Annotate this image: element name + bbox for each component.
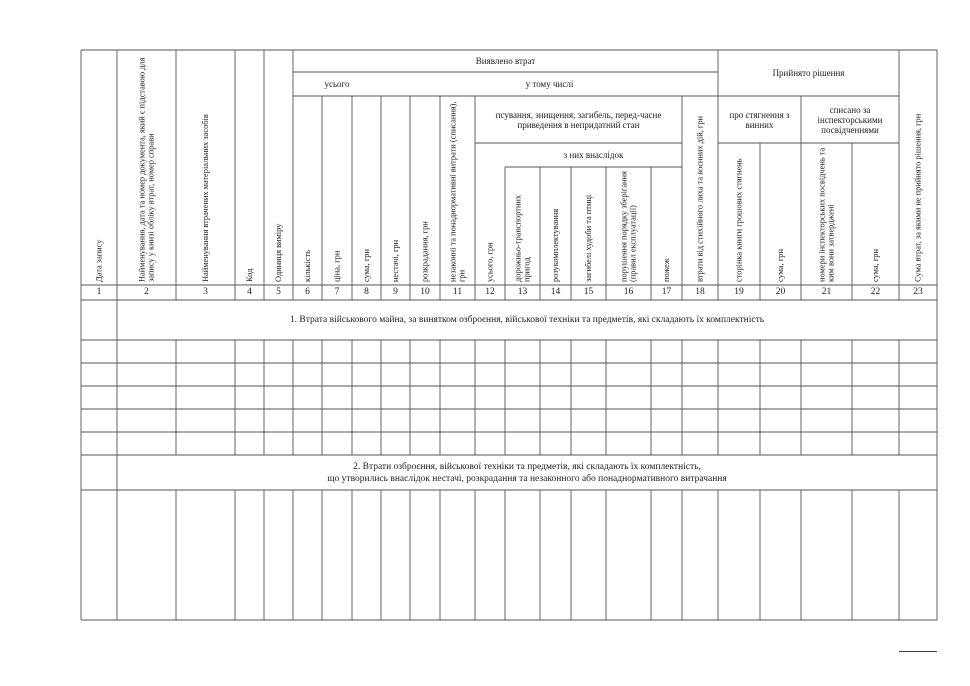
header-identified-losses: Виявлено втрат (475, 56, 536, 66)
column-label-12: усього, грн (485, 242, 495, 282)
header-decision-taken: Прийнято рішення (772, 68, 845, 78)
section-2-line-1: 2. Втрати озброєння, військової техніки та предметів, які складають їх комплектність, (353, 461, 701, 472)
section-2-title (117, 455, 937, 490)
column-number-21: 21 (821, 287, 832, 297)
column-number-11: 11 (452, 287, 463, 297)
column-label-9: нестачі, грн (391, 239, 400, 282)
header-written-off: списано за інспекторськими посвідченнями (817, 104, 883, 135)
column-label-1: Дата запису (94, 239, 104, 282)
column-number-23: 23 (913, 287, 923, 297)
column-label-19: сторінка книги грошових стягнень (734, 158, 744, 282)
section-1-title: 1. Втрата військового майна, за винятком озброєння, військової техніки та предметів, які складають їх комплектність (289, 315, 765, 325)
column-label-4: Код (245, 268, 254, 282)
column-label-2: Найменування, дата та номер документа, який є підставою для запису у книзі обліку втрат, номер справи (137, 57, 156, 282)
header-recovery: про стягнення з винних (729, 109, 790, 130)
column-label-13: дорожньо-транспортних пригод (513, 194, 532, 282)
column-label-15: загибелі худоби та птиці (584, 194, 593, 282)
column-number-8: 8 (364, 287, 369, 297)
header-including: у тому числі (525, 79, 574, 89)
column-number-18: 18 (695, 287, 705, 297)
column-number-13: 13 (517, 287, 528, 297)
column-label-7: ціна, грн (332, 250, 342, 282)
column-number-12: 12 (485, 287, 495, 297)
header-total: усього (324, 79, 350, 89)
column-label-11: незаконні та понаднормативні витрати (списання), грн (448, 101, 467, 282)
column-label-22: сума, грн (871, 249, 880, 282)
column-number-16: 16 (623, 287, 634, 297)
column-label-18: втрати від стихійного лиха та воєнних дій, грн (695, 116, 705, 282)
header-caused-by: з них внаслідок (563, 150, 624, 160)
column-number-4: 4 (247, 287, 252, 297)
column-number-1: 1 (96, 287, 102, 297)
column-label-10: розкрадання, грн (420, 221, 430, 282)
column-number-15: 15 (583, 287, 594, 297)
column-label-21: номери інспекторських посвідчень та ким вони затверджені (817, 147, 836, 282)
column-label-6: кількість (303, 250, 312, 282)
column-label-8: сума, грн (362, 249, 371, 282)
column-label-5: Одиниця виміру (274, 223, 283, 282)
column-number-9: 9 (393, 287, 398, 297)
column-number-5: 5 (276, 287, 281, 297)
column-label-14: розукомплектування (551, 208, 560, 282)
header-damage-group: псування, знищення, загибель, перед-часне приведення в непридатний стан (495, 109, 662, 130)
column-number-6: 6 (305, 287, 310, 297)
column-number-7: 7 (334, 287, 340, 297)
column-label-3: Найменування втрачених матеріальних засобів (201, 114, 210, 282)
column-number-10: 10 (420, 287, 430, 297)
column-number-3: 3 (203, 287, 208, 297)
column-label-23: Сума втрат, за якими не прийнято рішення, грн (913, 113, 923, 282)
column-number-20: 20 (775, 287, 786, 297)
column-number-14: 14 (550, 287, 561, 297)
footer-rule (899, 651, 937, 652)
column-number-22: 22 (870, 287, 881, 297)
column-label-20: сума, грн (776, 249, 785, 282)
column-number-19: 19 (734, 287, 744, 297)
column-label-17: пожеж (662, 258, 671, 282)
column-number-17: 17 (661, 287, 672, 297)
column-number-2: 2 (144, 287, 149, 297)
section-2-line-2: що утворились внаслідок нестачі, розкрадання та незаконного або понаднормативного витрачання (327, 473, 727, 484)
column-label-16: порушення порядку зберігання (правил експлуатації) (619, 171, 638, 282)
